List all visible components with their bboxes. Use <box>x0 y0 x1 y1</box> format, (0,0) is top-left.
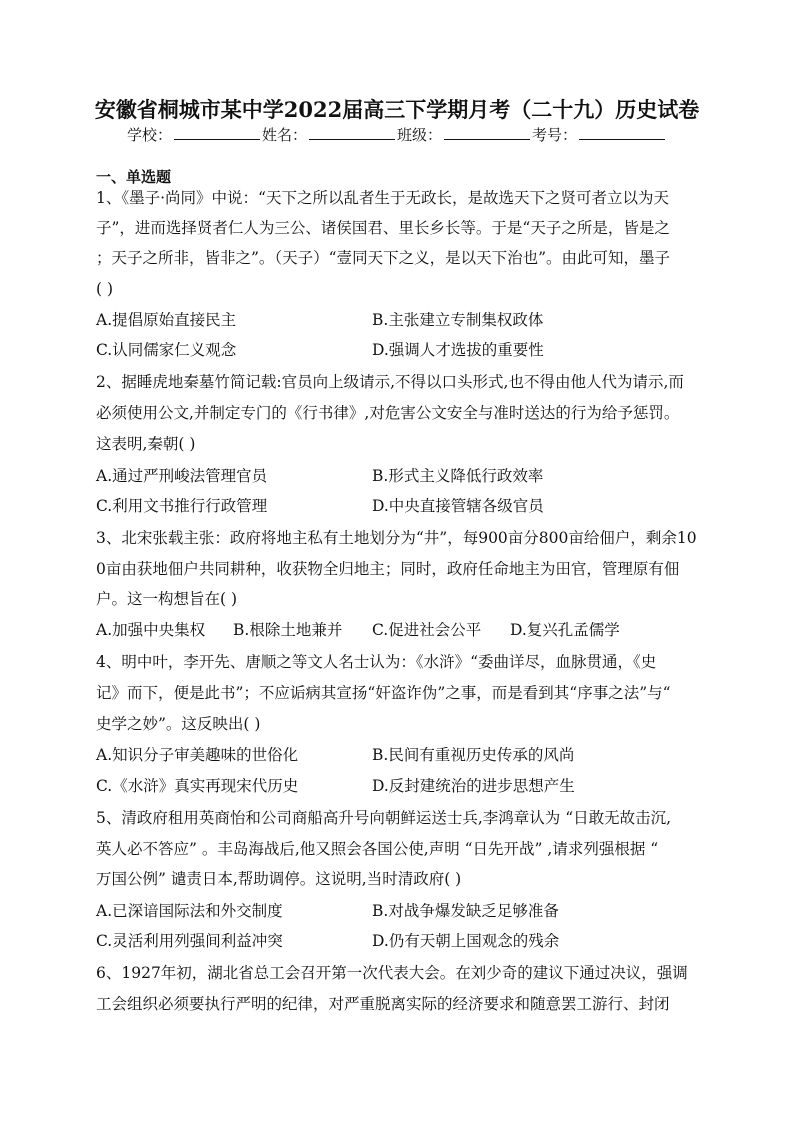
question-2-line-1: 2、据睡虎地秦墓竹简记载:官员向上级请示,不得以口头形式,也不得由他人代为请示,而 <box>96 373 684 391</box>
exam-title: 安徽省桐城市某中学2022届高三下学期月考（二十九）历史试卷 <box>94 97 700 122</box>
question-4-line-1: 4、明中叶，李开先、唐顺之等文人名士认为：《水浒》“委曲详尽，血脉贯通，《史 <box>96 653 657 671</box>
question-2-option-d: D.中央直接管辖各级官员 <box>372 497 544 515</box>
question-3-line-1: 3、北宋张载主张：政府将地主私有土地划分为“井”，每900亩分800亩给佃户，剩余10 <box>96 529 697 547</box>
question-1-line-3: ；天子之所非，皆非之”。（天子）“壹同天下之义，是以天下治也”。由此可知，墨子 <box>96 249 671 267</box>
question-5-option-a: A.已深谙国际法和外交制度 <box>96 902 283 920</box>
school-label: 学校： <box>126 126 172 144</box>
question-4-option-c: C.《水浒》真实再现宋代历史 <box>96 777 299 795</box>
question-2-line-2: 必须使用公文,并制定专门的《行书律》,对危害公文安全与准时送达的行为给予惩罚。 <box>96 404 680 422</box>
name-blank <box>309 125 395 140</box>
question-2-line-3: 这表明,秦朝( ) <box>96 435 196 453</box>
question-4-option-d: D.反封建统治的进步思想产生 <box>372 777 575 795</box>
question-6-line-2: 工会组织必须要执行严明的纪律，对严重脱离实际的经济要求和随意罢工游行、封闭 <box>96 995 670 1013</box>
question-2-option-b: B.形式主义降低行政效率 <box>372 467 544 485</box>
question-2-option-c: C.利用文书推行行政管理 <box>96 497 268 515</box>
question-1-line-2: 子”，进而选择贤者仁人为三公、诸侯国君、里长乡长等。于是“天子之所是，皆是之 <box>96 219 670 237</box>
question-4-option-b: B.民间有重视历史传承的风尚 <box>372 746 575 764</box>
question-1-option-c: C.认同儒家仁义观念 <box>96 341 237 359</box>
question-5-option-d: D.仍有天朝上国观念的残余 <box>372 932 560 950</box>
question-3-option-a: A.加强中央集权 <box>96 621 206 639</box>
question-3-line-3: 户。这一构想旨在( ) <box>96 590 238 608</box>
question-4-line-2: 记》而下，便是此书”；不应诟病其宣扬“奸盗诈伪”之事，而是看到其“序事之法”与“ <box>96 684 671 702</box>
school-blank <box>174 125 260 140</box>
question-4-line-3: 史学之妙”。这反映出( ) <box>96 715 261 733</box>
question-1-line-1: 1、《墨子·尚同》中说：“天下之所以乱者生于无政长，是故选天下之贤可者立以为天 <box>96 189 669 207</box>
question-6-line-1: 6、1927年初，湖北省总工会召开第一次代表大会。在刘少奇的建议下通过决议，强调 <box>96 964 688 982</box>
question-5-option-c: C.灵活利用列强间利益冲突 <box>96 932 283 950</box>
exam-no-label: 考号： <box>532 126 578 144</box>
section-heading: 一、单选题 <box>96 168 172 186</box>
question-1-option-d: D.强调人才选拔的重要性 <box>372 341 544 359</box>
question-5-option-b: B.对战争爆发缺乏足够准备 <box>372 902 559 920</box>
question-1-line-4: ( ) <box>96 280 114 298</box>
class-label: 班级： <box>397 126 443 144</box>
question-2-option-a: A.通过严刑峻法管理官员 <box>96 467 268 485</box>
question-5-line-1: 5、清政府租用英商怡和公司商船高升号向朝鲜运送士兵,李鸿章认为 “日敢无故击沉, <box>96 809 672 827</box>
question-3-option-d: D.复兴孔孟儒学 <box>510 621 620 639</box>
exam-no-blank <box>579 125 665 140</box>
question-1-option-a: A.提倡原始直接民主 <box>96 311 237 329</box>
question-3-option-b: B.根除土地兼并 <box>233 621 343 639</box>
student-info-line <box>0 124 794 145</box>
question-5-line-2: 英人必不答应” 。丰岛海战后,他又照会各国公使,声明 “日先开战” ,请求列强根据 “ <box>96 840 659 858</box>
question-3-option-c: C.促进社会公平 <box>372 621 482 639</box>
question-5-line-3: 万国公例” 谴责日本,帮助调停。这说明,当时清政府( ) <box>96 870 462 888</box>
class-blank <box>444 125 530 140</box>
name-label: 姓名： <box>261 126 307 144</box>
question-3-line-2: 0亩由获地佃户共同耕种，收获物全归地主；同时，政府任命地主为田官，管理原有佃 <box>96 560 680 578</box>
question-4-option-a: A.知识分子审美趣味的世俗化 <box>96 746 299 764</box>
question-1-option-b: B.主张建立专制集权政体 <box>372 311 544 329</box>
